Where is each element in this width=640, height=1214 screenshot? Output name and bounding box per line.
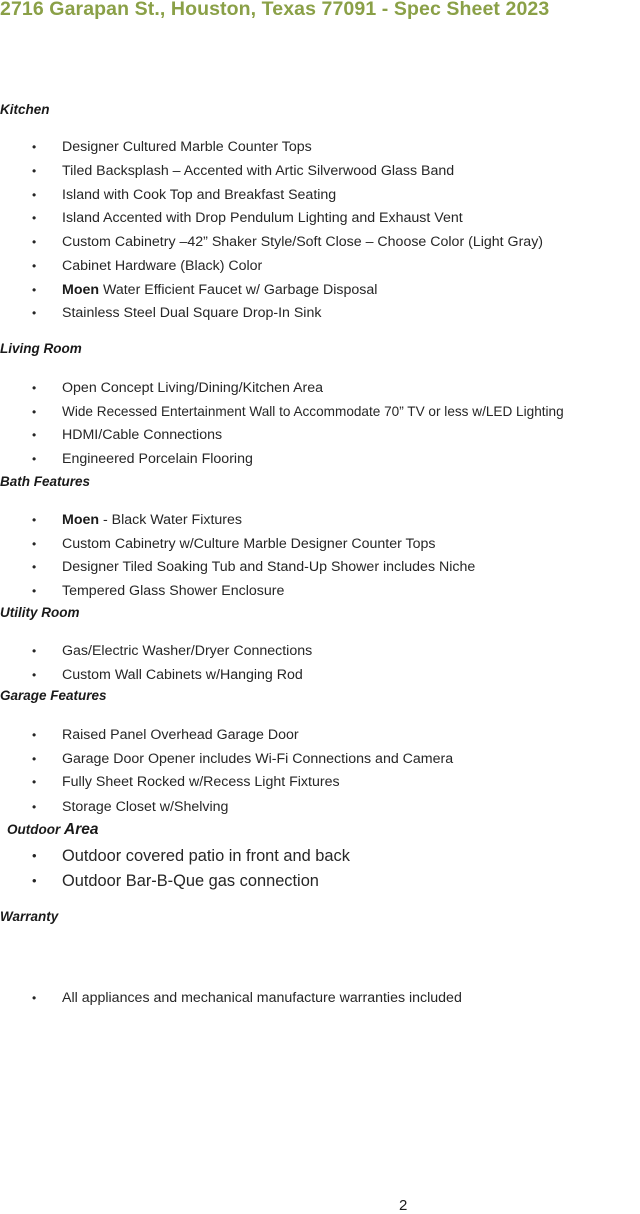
list-item-text [62,511,242,529]
bullet: • [32,584,37,598]
brand-name: Moen [62,512,100,528]
list-item-text: Engineered Porcelain Flooring [62,451,253,467]
section-heading-kitchen: Kitchen [0,102,50,117]
bullet: • [32,235,37,249]
list-item [0,209,640,227]
page-title: 2716 Garapan St., Houston, Texas 77091 - Spec Sheet 2023 [0,0,550,20]
bullet: • [32,428,37,442]
list-item-text: Designer Cultured Marble Counter Tops [62,139,312,155]
section-heading-area-part: Area [64,821,99,838]
bullet: • [32,306,37,320]
list-item [0,281,640,299]
list-item [0,257,640,275]
section-heading-living-room: Living Room [0,341,82,356]
list-item [0,989,640,1007]
list-item [0,186,640,204]
bullet: • [32,188,37,202]
list-item-text: Wide Recessed Entertainment Wall to Accommodate 70” TV or less w/LED Lighting [62,404,564,419]
bullet: • [32,752,37,766]
bullet: • [32,211,37,225]
list-item [0,726,640,744]
list-item [0,666,640,684]
list-item-text: Tiled Backsplash – Accented with Artic Silverwood Glass Band [62,163,455,179]
list-item [0,426,640,444]
list-item [0,162,640,180]
list-item [0,233,640,251]
list-item-text: Storage Closet w/Shelving [62,799,229,815]
bullet: • [32,775,37,789]
list-item-text: Designer Tiled Soaking Tub and Stand-Up Shower includes Niche [62,559,476,575]
list-item [0,773,640,791]
bullet: • [32,991,37,1005]
list-item-text: Stainless Steel Dual Square Drop-In Sink [62,305,322,321]
list-item-text: Custom Wall Cabinets w/Hanging Rod [62,667,303,683]
bullet: • [32,560,37,574]
list-item-text: Raised Panel Overhead Garage Door [62,727,299,743]
brand-name: Moen [62,282,100,298]
list-item [0,846,640,866]
bullet: • [32,800,37,814]
list-item [0,138,640,156]
list-item [0,535,640,553]
list-item [0,798,640,816]
bullet: • [32,283,37,297]
bullet: • [32,728,37,742]
bullet: • [32,259,37,273]
list-item-text: All appliances and mechanical manufacture warranties included [62,990,462,1006]
list-item-text: Tempered Glass Shower Enclosure [62,583,285,599]
list-item [0,304,640,322]
section-heading-outdoor-part: Outdoor [7,822,64,837]
list-item-text: Outdoor covered patio in front and back [62,847,350,865]
bullet: • [32,140,37,154]
list-item-text-rest: - Black Water Fixtures [99,512,242,528]
list-item [0,642,640,660]
list-item [0,871,640,891]
section-heading-outdoor-area [7,821,98,839]
section-heading-bath-features: Bath Features [0,474,91,489]
list-item [0,511,640,529]
list-item-text: Garage Door Opener includes Wi-Fi Connections and Camera [62,751,454,767]
list-item [0,403,640,421]
list-item [0,450,640,468]
list-item-text: Custom Cabinetry –42” Shaker Style/Soft Close – Choose Color (Light Gray) [62,234,544,250]
list-item-text: Custom Cabinetry w/Culture Marble Designer Counter Tops [62,536,436,552]
bullet: • [32,513,37,527]
list-item-text: Outdoor Bar-B-Que gas connection [62,872,319,890]
bullet: • [32,164,37,178]
list-item-text: Cabinet Hardware (Black) Color [62,258,263,274]
list-item-text: Gas/Electric Washer/Dryer Connections [62,643,313,659]
section-heading-warranty: Warranty [0,909,59,924]
list-item [0,558,640,576]
bullet: • [32,644,37,658]
bullet: • [32,848,37,863]
list-item-text: Open Concept Living/Dining/Kitchen Area [62,380,324,396]
list-item-text: Fully Sheet Rocked w/Recess Light Fixtures [62,774,340,790]
list-item [0,750,640,768]
list-item [0,582,640,600]
bullet: • [32,873,37,888]
bullet: • [32,381,37,395]
bullet: • [32,668,37,682]
page-number: 2 [399,1197,408,1214]
section-heading-utility-room: Utility Room [0,605,80,620]
list-item-text [62,281,377,299]
bullet: • [32,537,37,551]
bullet: • [32,452,37,466]
list-item-text: Island Accented with Drop Pendulum Lighting and Exhaust Vent [62,210,463,226]
list-item-text: Island with Cook Top and Breakfast Seating [62,187,337,203]
list-item-text: HDMI/Cable Connections [62,427,223,443]
list-item [0,379,640,397]
list-item-text-rest: Water Efficient Faucet w/ Garbage Disposal [99,282,378,298]
bullet: • [32,405,37,419]
section-heading-garage-features: Garage Features [0,688,107,703]
